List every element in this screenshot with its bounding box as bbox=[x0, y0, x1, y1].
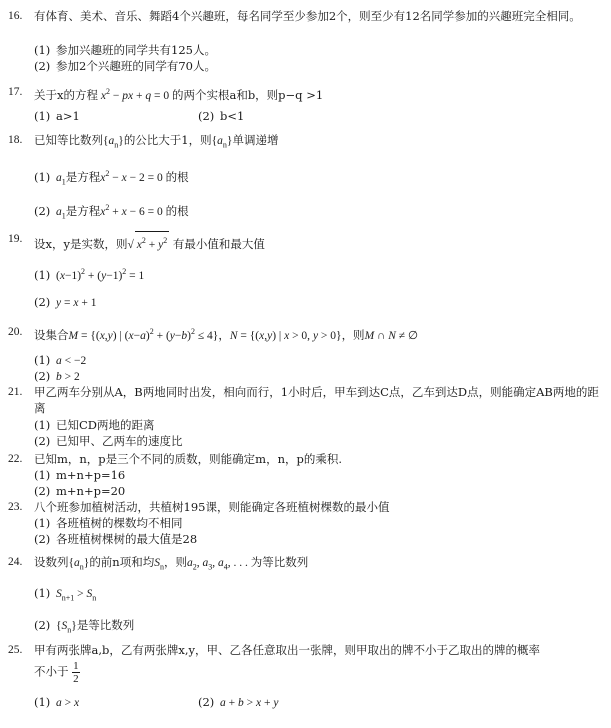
question-stem: 设x，y是实数，则√ $x^2 + y^2$ 有最小值和最大值 bbox=[34, 231, 603, 253]
question-number: 17. bbox=[8, 86, 23, 98]
option-1: (1) 已知CD两地的距离 bbox=[34, 418, 155, 432]
question-stem: 已知m，n，p是三个不同的质数，则能确定m，n，p的乘积. bbox=[34, 452, 342, 466]
option-1: (1) 参加兴趣班的同学共有125人。 bbox=[34, 43, 216, 57]
question-25 bbox=[8, 642, 603, 658]
question-24 bbox=[8, 554, 603, 575]
option-2: (2) $a_1$是方程$x^2 + x - 6 = 0$ 的根 bbox=[34, 203, 189, 221]
option-2: (2) 已知甲、乙两车的速度比 bbox=[34, 434, 183, 448]
question-stem: 甲乙两车分别从A，B两地同时出发，相向而行，1小时后，甲车到达C点，乙车到达D点，则能确定AB两地的距离 bbox=[34, 385, 599, 415]
question-20 bbox=[8, 324, 603, 344]
question-number: 24. bbox=[8, 556, 23, 568]
option-2: (2) a + b > x + y bbox=[198, 695, 279, 709]
question-stem: 关于x的方程 $x^2$ − px + q = 0 的两个实根a和b，则p−q >1 bbox=[34, 87, 324, 102]
question-18 bbox=[8, 132, 603, 153]
option-1: (1) a < −2 bbox=[34, 353, 87, 367]
question-number: 23. bbox=[8, 501, 23, 513]
question-number: 16. bbox=[8, 10, 23, 22]
question-stem: 设集合M = {(x,y) | $(x-a)^2 + (y-b)^2 \le 4$}，N = {(x,y) | x > 0, y > 0}，则M ∩ N ≠ ∅ bbox=[34, 327, 418, 342]
question-22 bbox=[8, 451, 603, 467]
question-17 bbox=[8, 84, 603, 104]
question-number: 18. bbox=[8, 134, 23, 146]
option-1: (1) m+n+p=16 bbox=[34, 468, 126, 482]
option-2: (2) b > 2 bbox=[34, 369, 80, 383]
option-2: (2) 各班植树棵树的最大值是28 bbox=[34, 532, 198, 546]
question-number: 22. bbox=[8, 453, 23, 465]
question-stem: 有体育、美术、音乐、舞蹈4个兴趣班，每名同学至少参加2个，则至少有12名同学参加的兴趣班完全相同。 bbox=[34, 9, 581, 23]
question-number: 21. bbox=[8, 386, 23, 398]
option-2: (2) b<1 bbox=[198, 109, 245, 123]
fraction: $\frac{1}{2}$ bbox=[73, 660, 79, 685]
option-1: (1) $S_{n+1} > S_n$ bbox=[34, 586, 97, 603]
question-23 bbox=[8, 499, 603, 515]
option-2: (2) $\{S_n\}$是等比数列 bbox=[34, 618, 135, 635]
question-stem: 设数列$\{a_n\}$的前n项和均$S_n$，则$a_2$, $a_3$, $a_4$, . . . 为等比数列 bbox=[34, 555, 309, 572]
option-1: (1) $(x-1)^2 + (y-1)^2 = 1$ bbox=[34, 267, 145, 282]
option-1: (1) a > x bbox=[34, 695, 80, 709]
question-number: 25. bbox=[8, 644, 23, 656]
question-16 bbox=[8, 8, 603, 24]
option-2: (2) 参加2个兴趣班的同学有70人。 bbox=[34, 59, 216, 73]
question-19 bbox=[8, 231, 603, 253]
question-stem: 已知等比数列$\{a_n\}$的公比大于1，则$\{a_n\}$单调递增 bbox=[34, 133, 279, 150]
question-stem: 甲有两张牌a,b，乙有两张牌x,y，甲、乙各任意取出一张牌，则甲取出的牌不小于乙取出的牌的概率 bbox=[34, 643, 541, 657]
option-1: (1) 各班植树的棵数均不相同 bbox=[34, 516, 183, 530]
option-2: (2) m+n+p=20 bbox=[34, 484, 126, 498]
question-stem: 八个班参加植树活动，共植树195课，则能确定各班植树棵数的最小值 bbox=[34, 500, 390, 514]
option-1: (1) a>1 bbox=[34, 109, 80, 123]
option-2: (2) y = x + 1 bbox=[34, 295, 97, 309]
question-21 bbox=[8, 384, 603, 416]
question-number: 20. bbox=[8, 326, 23, 338]
option-1: (1) $a_1$是方程$x^2 - x - 2 = 0$ 的根 bbox=[34, 169, 189, 187]
question-number: 19. bbox=[8, 233, 23, 245]
question-25-continuation: 不小于 $\frac{1}{2}$ bbox=[34, 660, 79, 685]
